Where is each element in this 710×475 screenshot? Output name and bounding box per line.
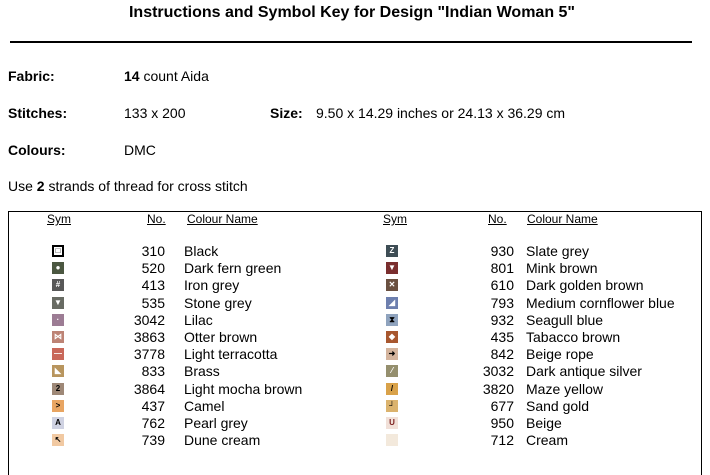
dmc-number: 3042: [133, 311, 165, 328]
key-row-right: [9, 346, 699, 363]
symbol-swatch-icon: ➜: [386, 348, 398, 360]
colour-name: Pearl grey: [184, 415, 248, 431]
colour-name: Cream: [526, 432, 569, 449]
dmc-number: 932: [490, 311, 514, 328]
dmc-number: 3820: [482, 380, 514, 397]
symbol-swatch-icon: —: [54, 349, 62, 359]
stitches-label: Stitches:: [8, 105, 68, 121]
dmc-number: 310: [141, 243, 165, 259]
key-row-right: [9, 295, 699, 312]
page-title: Instructions and Symbol Key for Design "Indian Woman 5": [128, 4, 576, 21]
key-row-right: [9, 243, 699, 260]
symbol-swatch-icon: #: [52, 279, 64, 291]
key-row-right: [9, 363, 699, 380]
symbol-swatch-icon: ⁄: [386, 365, 398, 377]
key-row-right: [9, 277, 699, 294]
fabric-label: Fabric:: [8, 68, 55, 84]
symbol-swatch-icon: ◆: [386, 331, 398, 343]
thread-instruction: [8, 178, 248, 194]
colour-name: Beige: [526, 415, 562, 431]
symbol-swatch-icon: >: [52, 400, 64, 412]
symbol-swatch-icon: ◢: [386, 297, 398, 309]
colour-name: Otter brown: [184, 329, 258, 345]
header-colour-name-right: Colour Name: [527, 212, 598, 226]
fabric-value: [124, 68, 209, 84]
key-row-right: [9, 432, 699, 449]
colour-name: Camel: [184, 397, 225, 414]
dmc-number: 437: [141, 397, 165, 414]
dmc-number: 842: [490, 346, 514, 363]
symbol-swatch-icon: 2: [52, 383, 64, 395]
colour-name: Dark golden brown: [526, 277, 644, 294]
colour-name: Seagull blue: [526, 311, 604, 328]
fabric-type: count Aida: [143, 68, 209, 84]
size-label: Size:: [270, 105, 303, 121]
dmc-number: 413: [141, 277, 165, 294]
colour-name: Slate grey: [526, 243, 590, 259]
title-divider: [10, 41, 692, 43]
dmc-number: 3778: [133, 346, 165, 363]
fabric-count: 14: [124, 68, 140, 84]
colour-name: Maze yellow: [526, 380, 604, 397]
dmc-number: 3032: [482, 363, 514, 380]
colour-name: Sand gold: [526, 397, 590, 414]
colour-name: Light terracotta: [184, 346, 278, 363]
symbol-swatch-icon: /: [386, 383, 398, 395]
colour-name: Brass: [184, 363, 220, 380]
dmc-number: 535: [141, 294, 165, 311]
symbol-swatch-icon: ◣: [52, 365, 64, 377]
dmc-number: 930: [490, 243, 514, 259]
dmc-number: 739: [141, 432, 165, 449]
dmc-number: 801: [490, 260, 514, 277]
colour-name: Stone grey: [184, 294, 252, 311]
instruction-pre: Use: [8, 178, 33, 194]
colour-name: Medium cornflower blue: [526, 294, 675, 311]
dmc-number: 833: [141, 363, 165, 380]
colour-name: Light mocha brown: [184, 380, 303, 397]
symbol-swatch-icon: ✕: [386, 279, 398, 291]
dmc-number: 520: [141, 260, 165, 277]
instruction-post: strands of thread for cross stitch: [48, 178, 248, 194]
size-value: 9.50 x 14.29 inches or 24.13 x 36.29 cm: [316, 105, 566, 121]
header-sym-right: Sym: [383, 212, 407, 226]
strand-count: 2: [36, 178, 45, 194]
symbol-swatch-icon: Z: [386, 245, 398, 257]
symbol-swatch-icon: [386, 434, 398, 446]
symbol-swatch-icon: ●: [52, 262, 64, 274]
colour-name: Iron grey: [184, 277, 240, 294]
symbol-swatch-icon: ↖: [52, 434, 64, 446]
dmc-number: 677: [490, 397, 514, 414]
colour-name: Beige rope: [526, 346, 594, 363]
key-row-right: [9, 312, 699, 329]
symbol-swatch-icon: A: [52, 417, 64, 429]
symbol-swatch-icon: ▼: [386, 262, 398, 274]
key-row-right: [9, 415, 699, 432]
header-sym-left: Sym: [47, 212, 71, 226]
dmc-number: 762: [141, 415, 165, 431]
dmc-number: 435: [490, 329, 514, 345]
header-no-right: No.: [488, 212, 507, 226]
dmc-number: 3863: [133, 329, 165, 345]
symbol-swatch-icon: ▼: [52, 297, 64, 309]
key-row-right: [9, 398, 699, 415]
key-row-right: [9, 329, 699, 346]
colour-name: Tabacco brown: [526, 329, 621, 345]
symbol-swatch-icon: U: [386, 417, 398, 429]
stitches-value: 133 x 200: [124, 105, 186, 121]
dmc-number: 610: [490, 277, 514, 294]
colour-name: Dark antique silver: [526, 363, 642, 380]
header-no-left: No.: [147, 212, 166, 226]
colour-name: Lilac: [184, 311, 213, 328]
symbol-swatch-icon: ·: [52, 314, 64, 326]
colour-name: Dark fern green: [184, 260, 282, 277]
symbol-swatch-icon: ⧗: [386, 314, 398, 326]
symbol-swatch-icon: ┘: [386, 400, 398, 412]
header-colour-name-left: Colour Name: [187, 212, 258, 226]
key-row-right: [9, 260, 699, 277]
colour-name: Dune cream: [184, 432, 261, 449]
colour-name: Black: [184, 243, 219, 259]
symbol-swatch-icon: ⋈: [54, 332, 62, 341]
dmc-number: 3864: [133, 380, 165, 397]
colours-value: DMC: [124, 142, 156, 158]
symbol-swatch-icon: □: [52, 245, 64, 257]
colours-label: Colours:: [8, 142, 66, 158]
dmc-number: 793: [490, 294, 514, 311]
dmc-number: 712: [490, 432, 514, 449]
dmc-number: 950: [490, 415, 514, 431]
colour-name: Mink brown: [526, 260, 598, 277]
symbol-key-table: [8, 211, 702, 475]
key-row-right: [9, 381, 699, 398]
